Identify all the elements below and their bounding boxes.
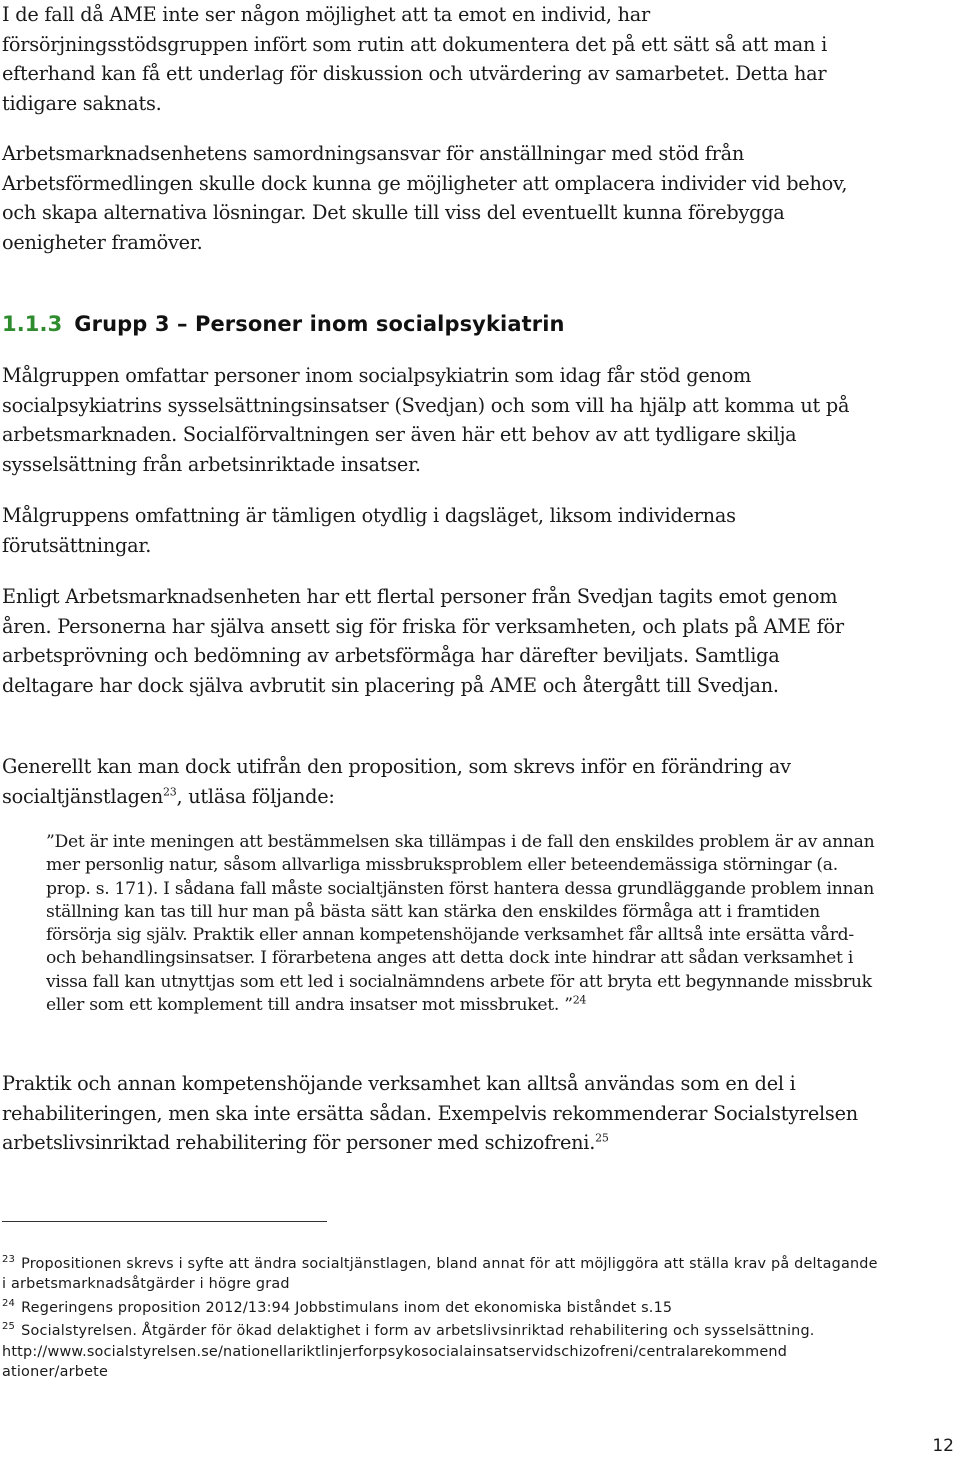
footnote-text: Regeringens proposition 2012/13:94 Jobbstimulans inom det ekonomiska biståndet s.15 [21,1299,673,1316]
quote-text: ”Det är inte meningen att bestämmelsen ska tillämpas i de fall den enskildes problem är av annan mer personlig natur, såsom allvarliga missbruksproblem eller beteendemässiga störningar (a. prop. s. 171). I sådana fall måste socialtjänsten först hantera dessa grundläggande problem innan ställning kan tas till hur man på bästa sätt kan stärka den enskildes förmåga att i framtiden försörja sig själv. Praktik eller annan kompetenshöjande verksamhet får alltså inte ersätta vård- och behandlingsinsatser. I förarbetena anges att detta dock inte hindrar att sådan verksamhet i vissa fall kan utnyttjas som ett led i socialnämndens arbete för att bryta ett begynnande missbruk eller som ett komplement till andra insatser mot missbruket. ” [46,832,875,1016]
paragraph-proposition-tail: , utläsa följande: [176,784,335,808]
paragraph-proposition [2,752,872,811]
footnote-number: 24 [2,1298,16,1310]
paragraph-scope: Målgruppens omfattning är tämligen otydlig i dagsläget, liksom individernas förutsättningar. [2,504,736,557]
footnote-number: 25 [2,1321,16,1333]
paragraph-coordination: Arbetsmarknadsenhetens samordningsansvar för anställningar med stöd från Arbetsförmedlingen skulle dock kunna ge möjligheter att omplacera individer vid behov, och skapa alternativa lösningar. Det skulle till viss del eventuellt kunna förebygga oenigheter framöver. [2,142,848,254]
paragraph-target-group: Målgruppen omfattar personer inom socialpsykiatrin som idag får stöd genom socialpsykiatrins sysselsättningsinsatser (Svedjan) och som vill ha hjälp att komma ut på arbetsmarknaden. Socialförvaltningen ser även här ett behov av att tydligare skilja sysselsättning från arbetsinriktade insatser. [2,364,850,476]
page-number: 12 [932,1436,954,1456]
section-heading [2,309,565,339]
paragraph-svedjan: Enligt Arbetsmarknadsenheten har ett flertal personer från Svedjan tagits emot genom åren. Personerna har själva ansett sig för friska för verksamheten, och plats på AME för arbetsprövning och bedömning av arbetsförmåga har därefter beviljats. Samtliga deltagare har dock själva avbrutit sin placering på AME och återgått till Svedjan. [2,585,844,697]
footnotes [2,1254,882,1385]
footnote-ref-23[interactable]: 23 [163,785,177,799]
footnote-ref-25[interactable]: 25 [595,1131,609,1145]
footnote-number: 23 [2,1254,16,1266]
footnote-link[interactable]: http://www.socialstyrelsen.se/nationellariktlinjerforpsykosocialainsatservidschizofreni/centralarekommend ationer/arbete [2,1343,788,1381]
footnote-separator [2,1221,327,1222]
section-number: 1.1.3 [2,312,63,336]
footnote-23 [2,1254,882,1295]
paragraph-proposition-text: Generellt kan man dock utifrån den proposition, som skrevs inför en förändring av socialtjänstlagen [2,755,791,808]
paragraph-conclusion [2,1069,872,1158]
footnote-ref-24[interactable]: 24 [572,993,587,1007]
paragraph-conclusion-text: Praktik och annan kompetenshöjande verksamhet kan alltså användas som en del i rehabiliteringen, men ska inte ersätta sådan. Exempelvis rekommenderar Socialstyrelsen arbetslivsinriktad rehabilitering för personer med schizofreni. [2,1072,858,1155]
footnote-text: Socialstyrelsen. Åtgärder för ökad delaktighet i form av arbetslivsinriktad rehabilitering och sysselsättning. [21,1323,815,1340]
block-quote [46,831,876,1017]
footnote-text: Propositionen skrevs i syfte att ändra socialtjänstlagen, bland annat för att möjliggöra att ställa krav på deltagande i arbetsmarknadsåtgärder i högre grad [2,1256,878,1293]
footnote-24 [2,1298,882,1318]
footnote-25 [2,1321,882,1382]
section-title: Grupp 3 – Personer inom socialpsykiatrin [74,312,565,336]
paragraph-intro: I de fall då AME inte ser någon möjlighet att ta emot en individ, har försörjningsstödsgruppen infört som rutin att dokumentera det på ett sätt så att man i efterhand kan få ett underlag för diskussion och utvärdering av samarbetet. Detta har tidigare saknats. [2,3,828,115]
